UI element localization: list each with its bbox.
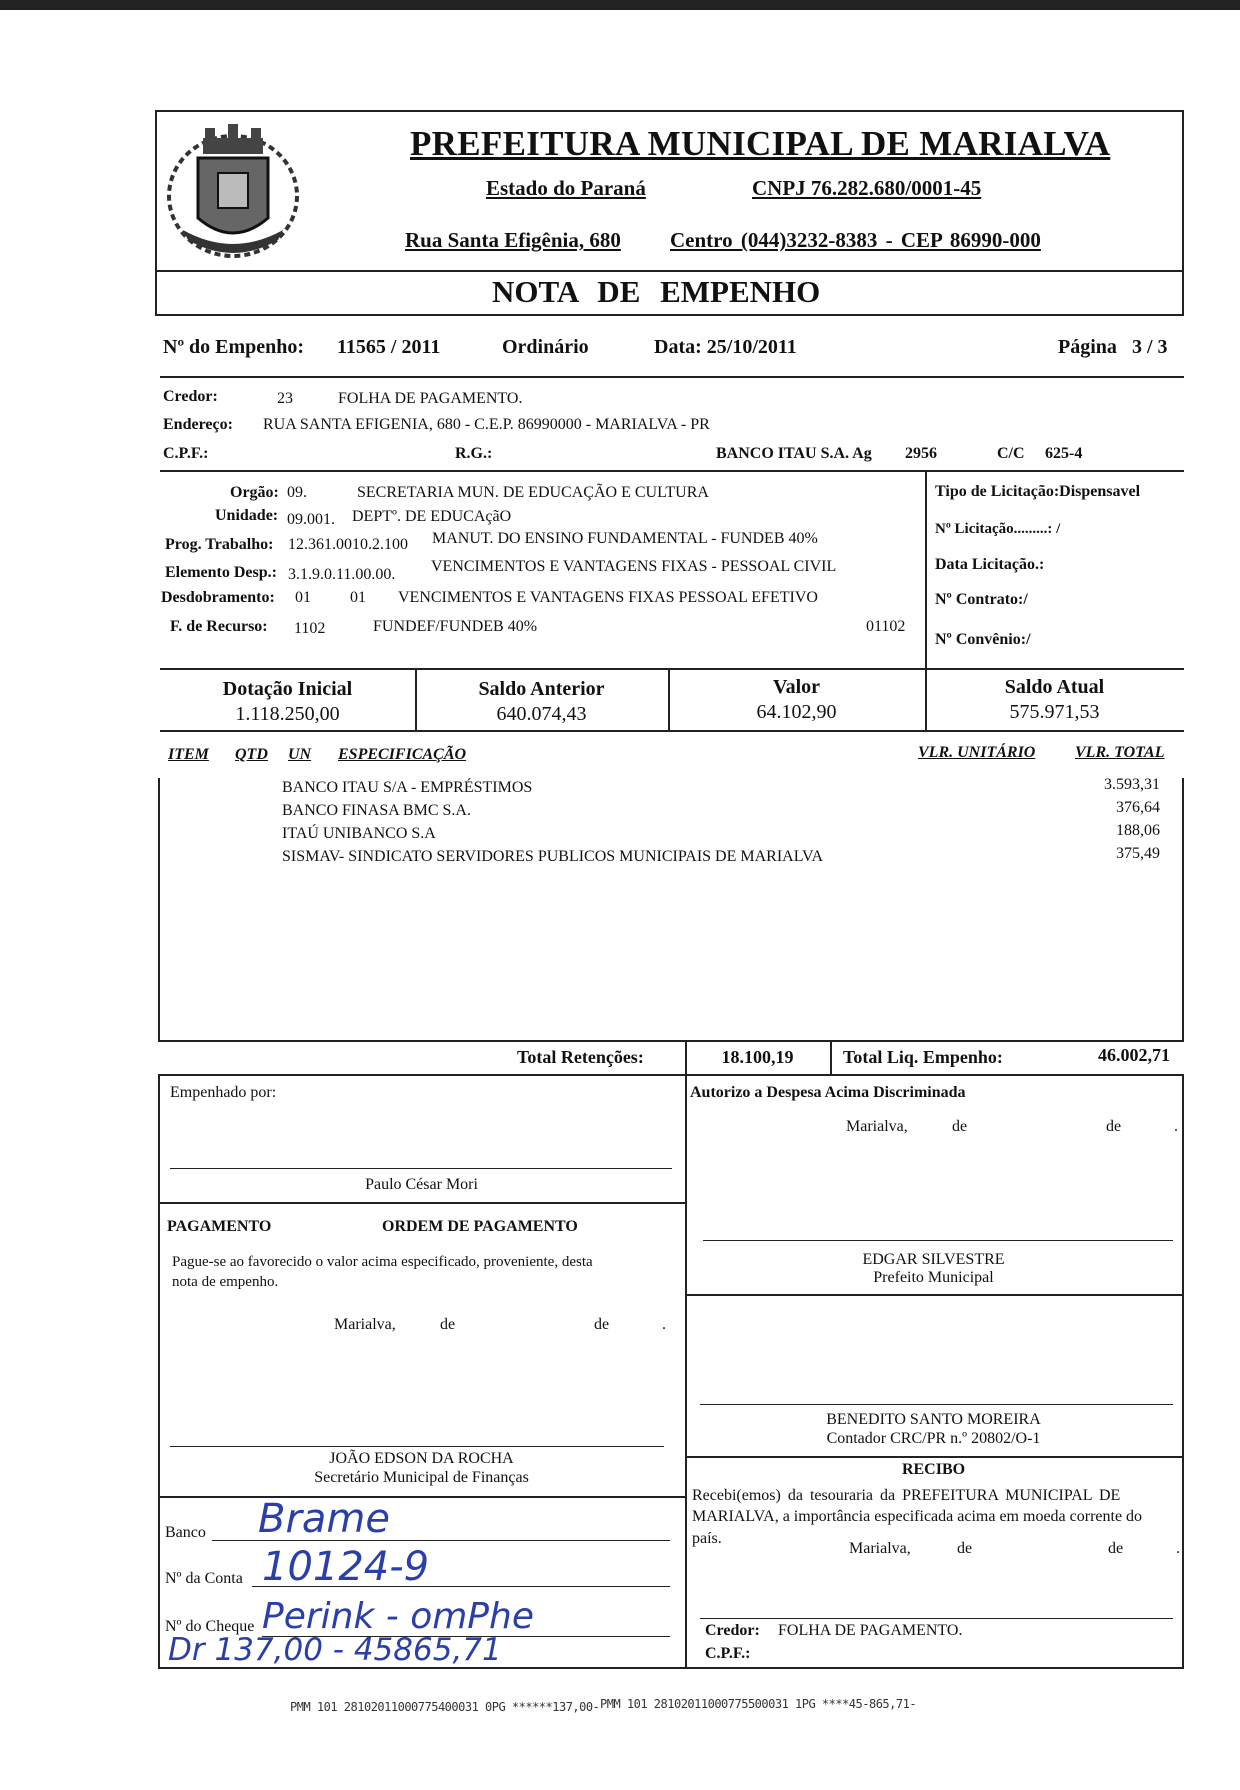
convenio-numero: Nº Convênio:/ (935, 631, 1031, 648)
banco-divider (158, 1496, 685, 1498)
prefeito-divider (685, 1294, 1182, 1296)
totals-top (158, 1040, 1184, 1042)
cc-label: C/C (997, 445, 1025, 462)
recurso-code2: 01102 (866, 618, 906, 635)
item-total: 188,06 (1116, 822, 1160, 839)
banco-label: Banco (165, 1524, 206, 1541)
bottom-middle-border (685, 1074, 687, 1668)
scan-top-border (0, 0, 1240, 10)
autorizo-label: Autorizo a Despesa Acima Discriminada (690, 1084, 966, 1101)
unidade-label: Unidade: (215, 507, 279, 524)
items-right-border (1182, 778, 1184, 1040)
recibo-text-line3: país. (692, 1530, 722, 1547)
recibo-text-line1: Recebi(emos) da tesouraria da PREFEITURA MUNICIPAL DE (692, 1487, 1121, 1504)
item-description: BANCO ITAU S/A - EMPRÉSTIMOS (282, 779, 533, 796)
empenhado-nome: Paulo César Mori (365, 1176, 478, 1193)
endereco-value: RUA SANTA EFIGENIA, 680 - C.E.P. 86990000 - MARIALVA - PR (263, 416, 710, 433)
contador-nome: BENEDITO SANTO MOREIRA (826, 1411, 1041, 1428)
valor-value: 64.102,90 (756, 701, 837, 723)
totals-divider-2 (830, 1040, 832, 1074)
secretario-signature-line (170, 1446, 664, 1447)
balances-top (160, 668, 1184, 670)
bank-name: BANCO ITAU S.A. Ag (716, 445, 872, 462)
prefeito-nome: EDGAR SILVESTRE (862, 1251, 1005, 1268)
banco-handwritten: Brame (258, 1496, 390, 1542)
recurso-label: F. de Recurso: (170, 618, 268, 635)
conta-label: Nº da Conta (165, 1570, 243, 1587)
recibo-text-line2: MARIALVA, a importância especificada acima em moeda corrente do (692, 1508, 1143, 1525)
licitacao-tipo: Tipo de Licitação:Dispensavel (935, 483, 1141, 500)
right-de2: de (1106, 1118, 1122, 1135)
pague-text-line2: nota de empenho. (172, 1274, 279, 1290)
recibo-divider (685, 1456, 1182, 1458)
item-description: BANCO FINASA BMC S.A. (282, 802, 471, 819)
empenho-type: Ordinário (502, 336, 589, 358)
unidade-value: DEPTº. DE EDUCAçãO (352, 508, 512, 525)
col-item: ITEM (168, 746, 209, 763)
elemento-label: Elemento Desp.: (165, 564, 277, 581)
item-total: 375,49 (1116, 845, 1160, 862)
right-city: Marialva, (846, 1118, 908, 1135)
recibo-credor-label: Credor: (705, 1622, 760, 1639)
pagamento-label: PAGAMENTO (167, 1218, 272, 1235)
item-total: 376,64 (1116, 799, 1160, 816)
contador-signature-line (700, 1404, 1173, 1405)
empenhado-por-label: Empenhado por: (170, 1084, 277, 1101)
liquido-label: Total Liq. Empenho: (843, 1047, 1003, 1067)
recibo-city: Marialva, (849, 1540, 911, 1557)
cpf-label: C.P.F.: (163, 445, 209, 462)
secretario-nome: JOÃO EDSON DA ROCHA (329, 1450, 514, 1467)
cheque-handwritten-1: Perink - omPhe (262, 1596, 534, 1637)
recibo-title: RECIBO (901, 1461, 966, 1478)
ordem-pagamento-label: ORDEM DE PAGAMENTO (382, 1218, 578, 1235)
page-title: PREFEITURA MUNICIPAL DE MARIALVA (410, 124, 1111, 163)
prog-code: 12.361.0010.2.100 (288, 536, 408, 553)
empenho-label: Nº do Empenho: (163, 336, 305, 358)
prog-value: MANUT. DO ENSINO FUNDAMENTAL - FUNDEB 40% (432, 530, 818, 547)
recibo-de2: de (1108, 1540, 1124, 1557)
prefeito-cargo: Prefeito Municipal (873, 1269, 994, 1286)
desdobramento-value: VENCIMENTOS E VANTAGENS FIXAS PESSOAL EFETIVO (398, 589, 818, 606)
dotacao-value: 1.118.250,00 (235, 703, 340, 725)
contador-cargo: Contador CRC/PR n.º 20802/O-1 (826, 1430, 1041, 1447)
right-dot: . (1174, 1118, 1178, 1135)
header-address: Rua Santa Efigênia, 680 (405, 228, 621, 252)
empenho-divider (160, 376, 1184, 378)
licitacao-data: Data Licitação.: (935, 556, 1045, 573)
prog-label: Prog. Trabalho: (165, 536, 274, 553)
saldo-atual-label: Saldo Atual (1004, 676, 1105, 698)
retencoes-value: 18.100,19 (721, 1047, 794, 1067)
bottom-left-border (158, 1074, 160, 1668)
header-state: Estado do Paraná (486, 176, 646, 200)
col-especificacao: ESPECIFICAÇÃO (338, 746, 467, 763)
credor-label: Credor: (163, 388, 218, 405)
col-qtd: QTD (235, 746, 268, 763)
orgao-label: Orgão: (230, 484, 279, 501)
empenho-number: 11565 / 2011 (337, 336, 441, 358)
desdobramento-code2: 01 (350, 589, 366, 606)
elemento-code: 3.1.9.0.11.00.00. (288, 566, 396, 583)
left-de1: de (440, 1316, 456, 1333)
page-number: 3 / 3 (1132, 336, 1168, 358)
left-dot: . (662, 1316, 666, 1333)
credor-code: 23 (277, 390, 293, 407)
recurso-code: 1102 (294, 620, 326, 637)
item-description: SISMAV- SINDICATO SERVIDORES PUBLICOS MUNICIPAIS DE MARIALVA (282, 848, 824, 865)
endereco-label: Endereço: (163, 416, 233, 433)
items-left-border (158, 778, 160, 1040)
header-contact: Centro (044)3232-8383 - CEP 86990-000 (670, 228, 1041, 252)
right-de1: de (952, 1118, 968, 1135)
empenho-date: Data: 25/10/2011 (654, 336, 797, 358)
elemento-value: VENCIMENTOS E VANTAGENS FIXAS - PESSOAL CIVIL (431, 558, 837, 575)
cheque-handwritten-2: Dr 137,00 - 45865,71 (168, 1632, 502, 1668)
credor-divider (160, 470, 1184, 472)
item-description: ITAÚ UNIBANCO S.A (282, 825, 436, 842)
bottom-right-border (1182, 1074, 1184, 1668)
recibo-de1: de (957, 1540, 973, 1557)
retencoes-label: Total Retenções: (517, 1047, 644, 1067)
recibo-cpf-label: C.P.F.: (705, 1645, 751, 1662)
recibo-signature-line (700, 1618, 1173, 1619)
col-valor-total: VLR. TOTAL (1075, 744, 1165, 761)
saldo-anterior-value: 640.074,43 (496, 703, 587, 725)
micr-line-2: PMM 101 28102011000775500031 1PG ****45-865,71- (600, 1697, 917, 1711)
recibo-credor-value: FOLHA DE PAGAMENTO. (778, 1622, 963, 1639)
orgao-value: SECRETARIA MUN. DE EDUCAÇÃO E CULTURA (357, 484, 709, 501)
pagamento-divider (158, 1202, 685, 1204)
document-title: NOTA DE EMPENHO (492, 274, 821, 309)
rg-label: R.G.: (455, 445, 493, 462)
header-divider (155, 270, 1184, 272)
cheque-label: Nº do Cheque (165, 1618, 255, 1635)
recibo-dot: . (1176, 1540, 1180, 1557)
cc-value: 625-4 (1045, 445, 1083, 462)
liquido-value: 46.002,71 (1098, 1045, 1170, 1065)
left-de2: de (594, 1316, 610, 1333)
balances-bottom (160, 730, 1184, 732)
header-cnpj: CNPJ 76.282.680/0001-45 (752, 176, 982, 200)
valor-label: Valor (772, 676, 821, 698)
conta-handwritten: 10124-9 (262, 1544, 430, 1590)
credor-name: FOLHA DE PAGAMENTO. (338, 390, 523, 407)
municipal-crest-logo (158, 118, 308, 266)
item-total: 3.593,31 (1104, 776, 1160, 793)
left-city: Marialva, (334, 1316, 396, 1333)
desdobramento-label: Desdobramento: (161, 589, 275, 606)
contrato-numero: Nº Contrato:/ (935, 591, 1028, 608)
empenhado-signature-line (170, 1168, 672, 1169)
bank-agency: 2956 (905, 445, 937, 462)
licitacao-numero: Nº Licitação.........: / (935, 521, 1061, 537)
col-un: UN (288, 746, 312, 763)
col-valor-unitario: VLR. UNITÁRIO (918, 744, 1036, 761)
prefeito-signature-line (703, 1240, 1173, 1241)
orgao-code: 09. (287, 484, 307, 501)
secretario-cargo: Secretário Municipal de Finanças (314, 1469, 529, 1486)
page-label: Página (1058, 336, 1117, 358)
micr-line-1: PMM 101 28102011000775400031 0PG ******137,00- (290, 1700, 600, 1714)
totals-bottom (158, 1074, 1184, 1076)
unidade-code: 09.001. (287, 511, 335, 528)
saldo-atual-value: 575.971,53 (1009, 701, 1100, 723)
recurso-value: FUNDEF/FUNDEB 40% (373, 618, 538, 635)
saldo-anterior-label: Saldo Anterior (478, 678, 605, 700)
pague-text-line1: Pague-se ao favorecido o valor acima especificado, proveniente, desta (172, 1254, 593, 1270)
desdobramento-code1: 01 (295, 589, 311, 606)
dotacao-label: Dotação Inicial (222, 678, 353, 700)
licitacao-divider (925, 470, 927, 670)
